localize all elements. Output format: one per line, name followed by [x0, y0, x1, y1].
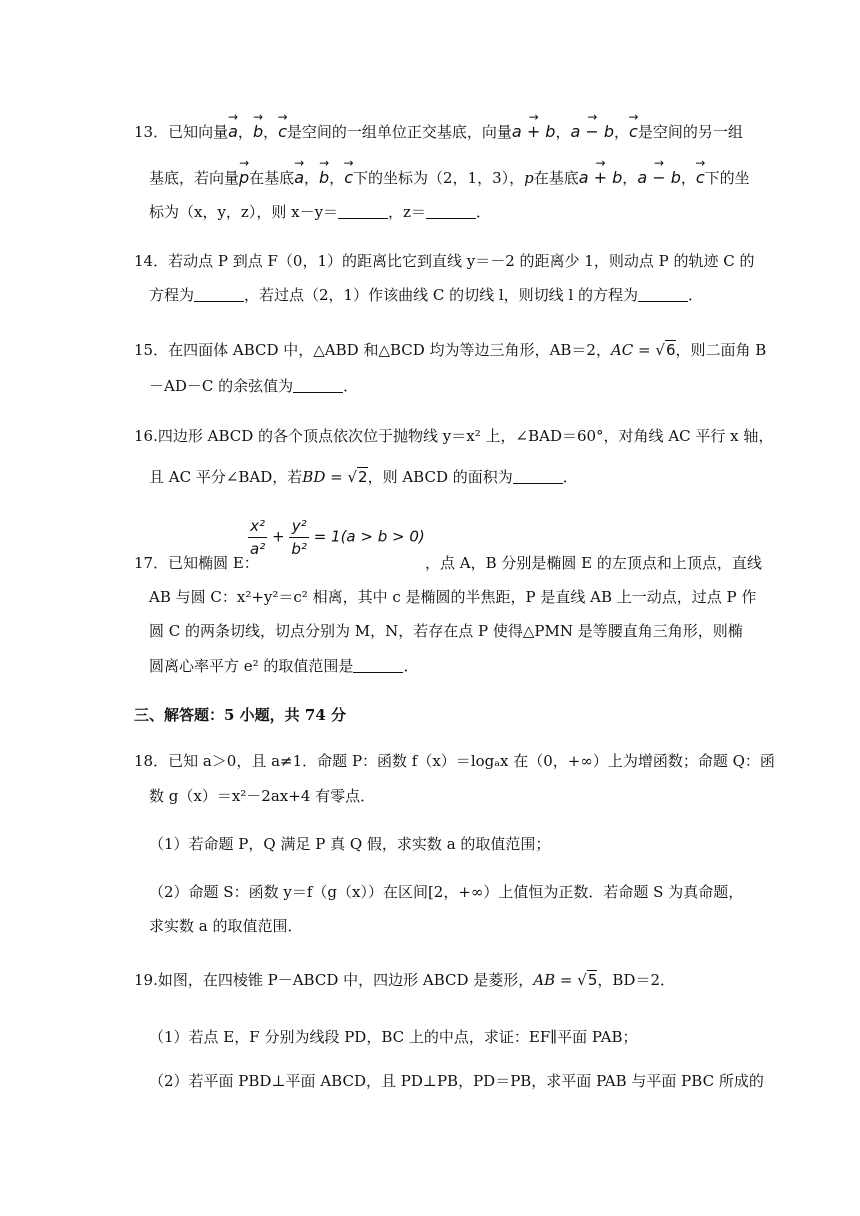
answer-blank[interactable] [426, 204, 476, 219]
q15-line-2: －AD－C 的余弦值为 ． [149, 377, 359, 395]
q17-line-1: 17．已知椭圆 E： [134, 554, 259, 572]
q18-part-1: （1）若命题 P，Q 满足 P 真 Q 假，求实数 a 的取值范围； [149, 835, 551, 853]
answer-blank[interactable] [338, 204, 388, 219]
sqrt-6: √6 [655, 341, 676, 359]
sqrt-2: √2 [347, 468, 368, 486]
q18-part-2-line-1: （2）命题 S：函数 y＝f（g（x））在区间[2，+∞）上值恒为正数．若命题 S 为真命题， [149, 883, 744, 901]
vector-p: → p [239, 168, 249, 188]
q13-number: 13． [134, 123, 169, 141]
q19-part-2: （2）若平面 PBD⊥平面 ABCD，且 PD⊥PB，PD＝PB，求平面 PAB 与平面 PBC 所成的 [149, 1072, 764, 1090]
fraction-x2-a2: $\frac{\text{x²}}{\text{a²}}$ [250, 517, 266, 558]
answer-blank[interactable] [293, 378, 343, 393]
fraction-y2-b2: $\frac{\text{y²}}{\text{b²}}$ [291, 517, 307, 558]
q16-line-1: 16.四边形 ABCD 的各个顶点依次位于抛物线 y＝x² 上，∠BAD＝60°，对角线 AC 平行 x 轴， [134, 427, 774, 445]
q16-line-2: 且 AC 平分∠BAD，若BD = √2，则 ABCD 的面积为 ． [149, 468, 578, 486]
vector-a: → a [228, 122, 238, 142]
vector-a-minus-b: → a − b [570, 122, 614, 142]
vector-a-plus-b: → a + b [512, 122, 556, 142]
q18-part-2-line-2: 求实数 a 的取值范围． [149, 917, 303, 935]
q18-line-1: 18．已知 a＞0，且 a≠1．命题 P：函数 f（x）＝logₐx 在（0，+∞）上为增函数；命题 Q：函 [134, 752, 775, 770]
q19-line-1: 19.如图，在四棱锥 P－ABCD 中，四边形 ABCD 是菱形，AB = √5，BD＝2． [134, 971, 675, 989]
q19-number: 19. [134, 971, 158, 989]
q15-line-1: 15．在四面体 ABCD 中，△ABD 和△BCD 均为等边三角形，AB＝2，AC = √6，则二面角 B [134, 341, 767, 359]
answer-blank[interactable] [513, 469, 563, 484]
q14-line-2: 方程为 ，若过点（2，1）作该曲线 C 的切线 l，则切线 l 的方程为 ． [149, 286, 704, 304]
q17-equation: $\frac{\text{x²}}{\text{a²}}$ + $\frac{\text{y²}}{\text{b²}}$ = 1(a > b > 0) [250, 517, 425, 558]
q16-number: 16. [134, 427, 158, 445]
sqrt-5: √5 [577, 971, 598, 989]
q13-line-1: 13．已知向量→ a，→ b，→ c是空间的一组单位正交基底，向量→ a + b，→ a − b，→ c是空间的另一组 [134, 122, 743, 142]
q18-line-2: 数 g（x）＝x²－2ax+4 有零点． [149, 787, 376, 805]
q14-number: 14． [134, 252, 169, 270]
vector-c: → c [629, 122, 638, 142]
q18-number: 18． [134, 752, 169, 770]
answer-blank[interactable] [353, 658, 403, 673]
q14-line-1: 14．若动点 P 到点 F（0，1）的距离比它到直线 y＝－2 的距离少 1，则动点 P 的轨迹 C 的 [134, 252, 755, 270]
q17-line-3: 圆 C 的两条切线，切点分别为 M，N，若存在点 P 使得△PMN 是等腰直角三角形，则椭 [149, 622, 743, 640]
vector-b: → b [253, 122, 263, 142]
answer-blank[interactable] [194, 287, 244, 302]
vector-c: → c [278, 122, 287, 142]
q19-part-1: （1）若点 E，F 分别为线段 PD，BC 上的中点，求证：EF∥平面 PAB； [149, 1028, 638, 1046]
q17-line-2: AB 与圆 C：x²+y²＝c² 相离，其中 c 是椭圆的半焦距，P 是直线 AB 上一动点，过点 P 作 [149, 588, 757, 606]
answer-blank[interactable] [638, 287, 688, 302]
q17-line-4: 圆离心率平方 e² 的取值范围是 ． [149, 657, 419, 675]
q17-line-1b: ，点 A，B 分别是椭圆 E 的左顶点和上顶点，直线 [425, 554, 762, 572]
q17-number: 17． [134, 554, 169, 572]
section-heading: 三、解答题：5 小题，共 74 分 [134, 706, 346, 724]
q13-line-2: 基底，若向量→ p在基底→ a，→ b，→ c下的坐标为（2，1，3），p在基底→ a + b，→ a − b，→ c下的坐 [149, 168, 750, 188]
q13-line-3: 标为（x，y，z），则 x－y＝ ，z＝ ． [149, 203, 491, 221]
q15-number: 15． [134, 341, 169, 359]
